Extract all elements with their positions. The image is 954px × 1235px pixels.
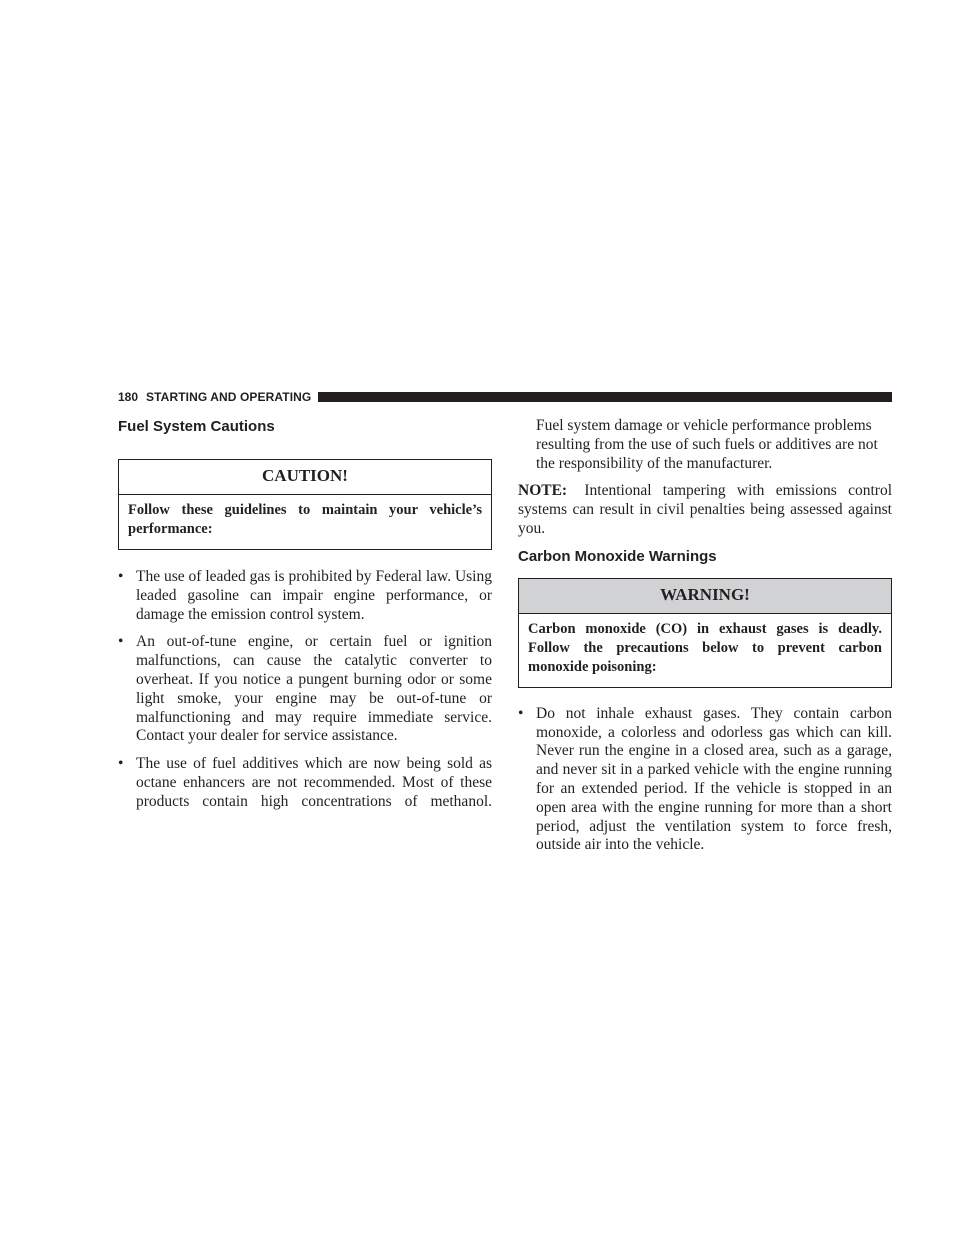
warning-body: Carbon monoxide (CO) in exhaust gases is deadly. Follow the precautions below to prevent carbon monoxide poisoning:	[528, 620, 882, 675]
continuation-paragraph: Fuel system damage or vehicle performance problems resulting from the use of such fuels or additives are not the responsibility of the manufacturer.	[536, 417, 878, 472]
list-item	[118, 633, 492, 746]
header-rule	[318, 392, 892, 402]
running-header	[118, 389, 892, 405]
list-item	[118, 568, 492, 624]
bullet-icon: •	[518, 704, 524, 722]
list-item-text: An out-of-tune engine, or certain fuel or ignition malfunctions, can cause the catalytic converter to overheat. If you notice a pungent burning odor or some light smoke, your engine may be out-of-tune or malfunctioning and may require immediate service. Contact your dealer for service assistance.	[136, 633, 492, 745]
warning-box	[518, 578, 892, 688]
note-label: NOTE:	[518, 482, 568, 500]
warning-title: WARNING!	[519, 579, 891, 614]
section-title: STARTING AND OPERATING	[146, 390, 312, 404]
caution-title: CAUTION!	[119, 460, 491, 495]
bullet-icon: •	[118, 755, 124, 773]
right-column	[518, 417, 892, 855]
list-item	[518, 705, 892, 855]
co-warnings-list	[518, 705, 892, 855]
bullet-icon: •	[118, 568, 124, 585]
note-text: Intentional tampering with emissions control systems can result in civil penalties being assessed against you.	[518, 482, 893, 537]
page-number: 180	[118, 390, 139, 404]
fuel-cautions-list	[118, 568, 492, 812]
note-paragraph	[518, 482, 892, 538]
list-item	[118, 755, 492, 811]
caution-box	[118, 459, 492, 550]
carbon-monoxide-heading: Carbon Monoxide Warnings	[518, 547, 717, 565]
list-item-text: The use of leaded gas is prohibited by Federal law. Using leaded gasoline can impair engine performance, or damage the emission control system.	[136, 568, 492, 623]
list-item-text: The use of fuel additives which are now being sold as octane enhancers are not recommended. Most of these products contain high concentrations of methanol.	[136, 755, 492, 810]
bullet-icon: •	[118, 633, 124, 651]
fuel-system-cautions-heading: Fuel System Cautions	[118, 418, 275, 435]
list-item-text: Do not inhale exhaust gases. They contain carbon monoxide, a colorless and odorless gas which can kill. Never run the engine in a closed area, such as a garage, and never sit in a parked vehicle with the engine running for an extended period. If the vehicle is stopped in an open area with the engine running for more than a short period, adjust the ventilation system to force fresh, outside air into the vehicle.	[536, 704, 892, 854]
caution-body: Follow these guidelines to maintain your vehicle’s performance:	[128, 502, 482, 537]
left-column	[118, 417, 492, 812]
